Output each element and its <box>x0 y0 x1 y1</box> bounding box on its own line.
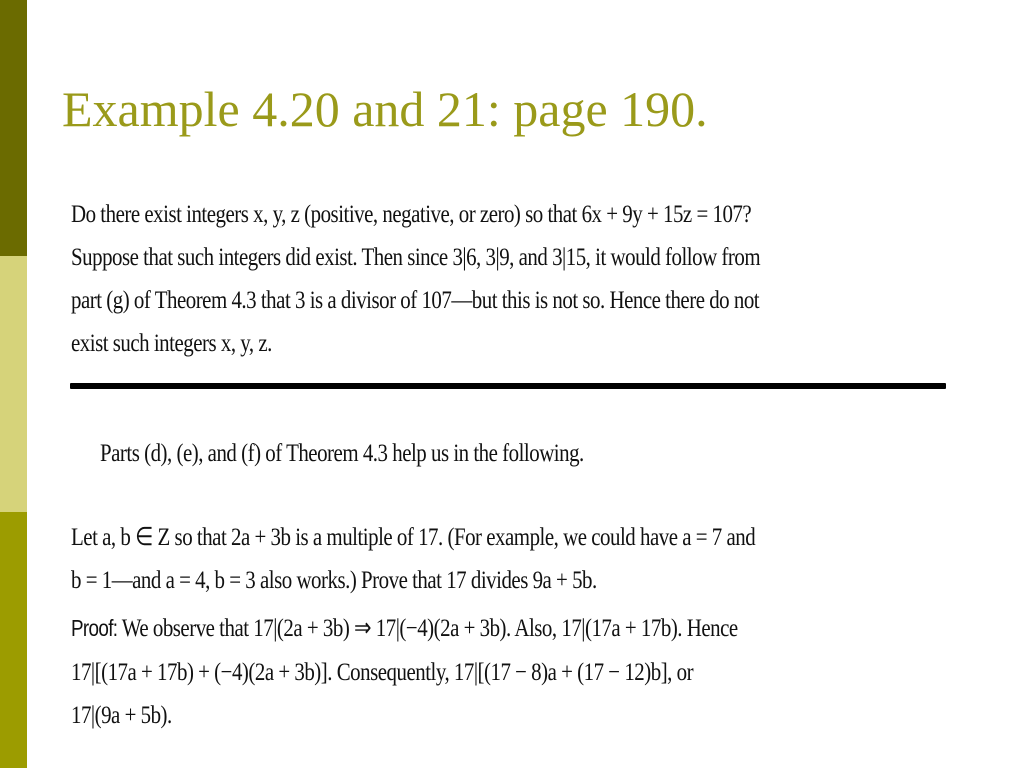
accent-bar-bottom <box>0 512 27 768</box>
left-accent-bar <box>0 0 27 768</box>
text-line: 17|[(17a + 17b) + (−4)(2a + 3b)]. Consequently, 17|[(17 − 8)a + (17 − 12)b], or <box>71 657 694 686</box>
proof-label: Proof: <box>71 615 118 641</box>
intro-text <box>100 431 584 474</box>
text-line: 17|(9a + 5b). <box>71 700 172 729</box>
text-line: Let a, b ∈ Z so that 2a + 3b is a multiple of 17. (For example, we could have a = 7 and <box>71 522 756 551</box>
text-line: part (g) of Theorem 4.3 that 3 is a divisor of 107—but this is not so. Hence there do not <box>71 285 760 314</box>
example-4-20-text <box>71 192 760 364</box>
accent-bar-top <box>0 0 27 256</box>
text-line: b = 1—and a = 4, b = 3 also works.) Prove that 17 divides 9a + 5b. <box>71 565 597 594</box>
text-line: Parts (d), (e), and (f) of Theorem 4.3 help us in the following. <box>100 438 584 467</box>
accent-bar-middle <box>0 256 27 512</box>
text-line: Do there exist integers x, y, z (positive, negative, or zero) so that 6x + 9y + 15z = 107? <box>71 199 752 228</box>
proof-text <box>71 606 738 736</box>
example-4-21-text <box>71 515 755 601</box>
proof-first-line <box>71 606 738 650</box>
text-line: Suppose that such integers did exist. Then since 3|6, 3|9, and 3|15, it would follow from <box>71 242 761 271</box>
section-divider <box>70 383 946 389</box>
text-line: exist such integers x, y, z. <box>71 328 272 357</box>
slide-title: Example 4.20 and 21: page 190. <box>62 81 708 137</box>
text-line: We observe that 17|(2a + 3b) ⇒ 17|(−4)(2a + 3b). Also, 17|(17a + 17b). Hence <box>121 613 738 642</box>
